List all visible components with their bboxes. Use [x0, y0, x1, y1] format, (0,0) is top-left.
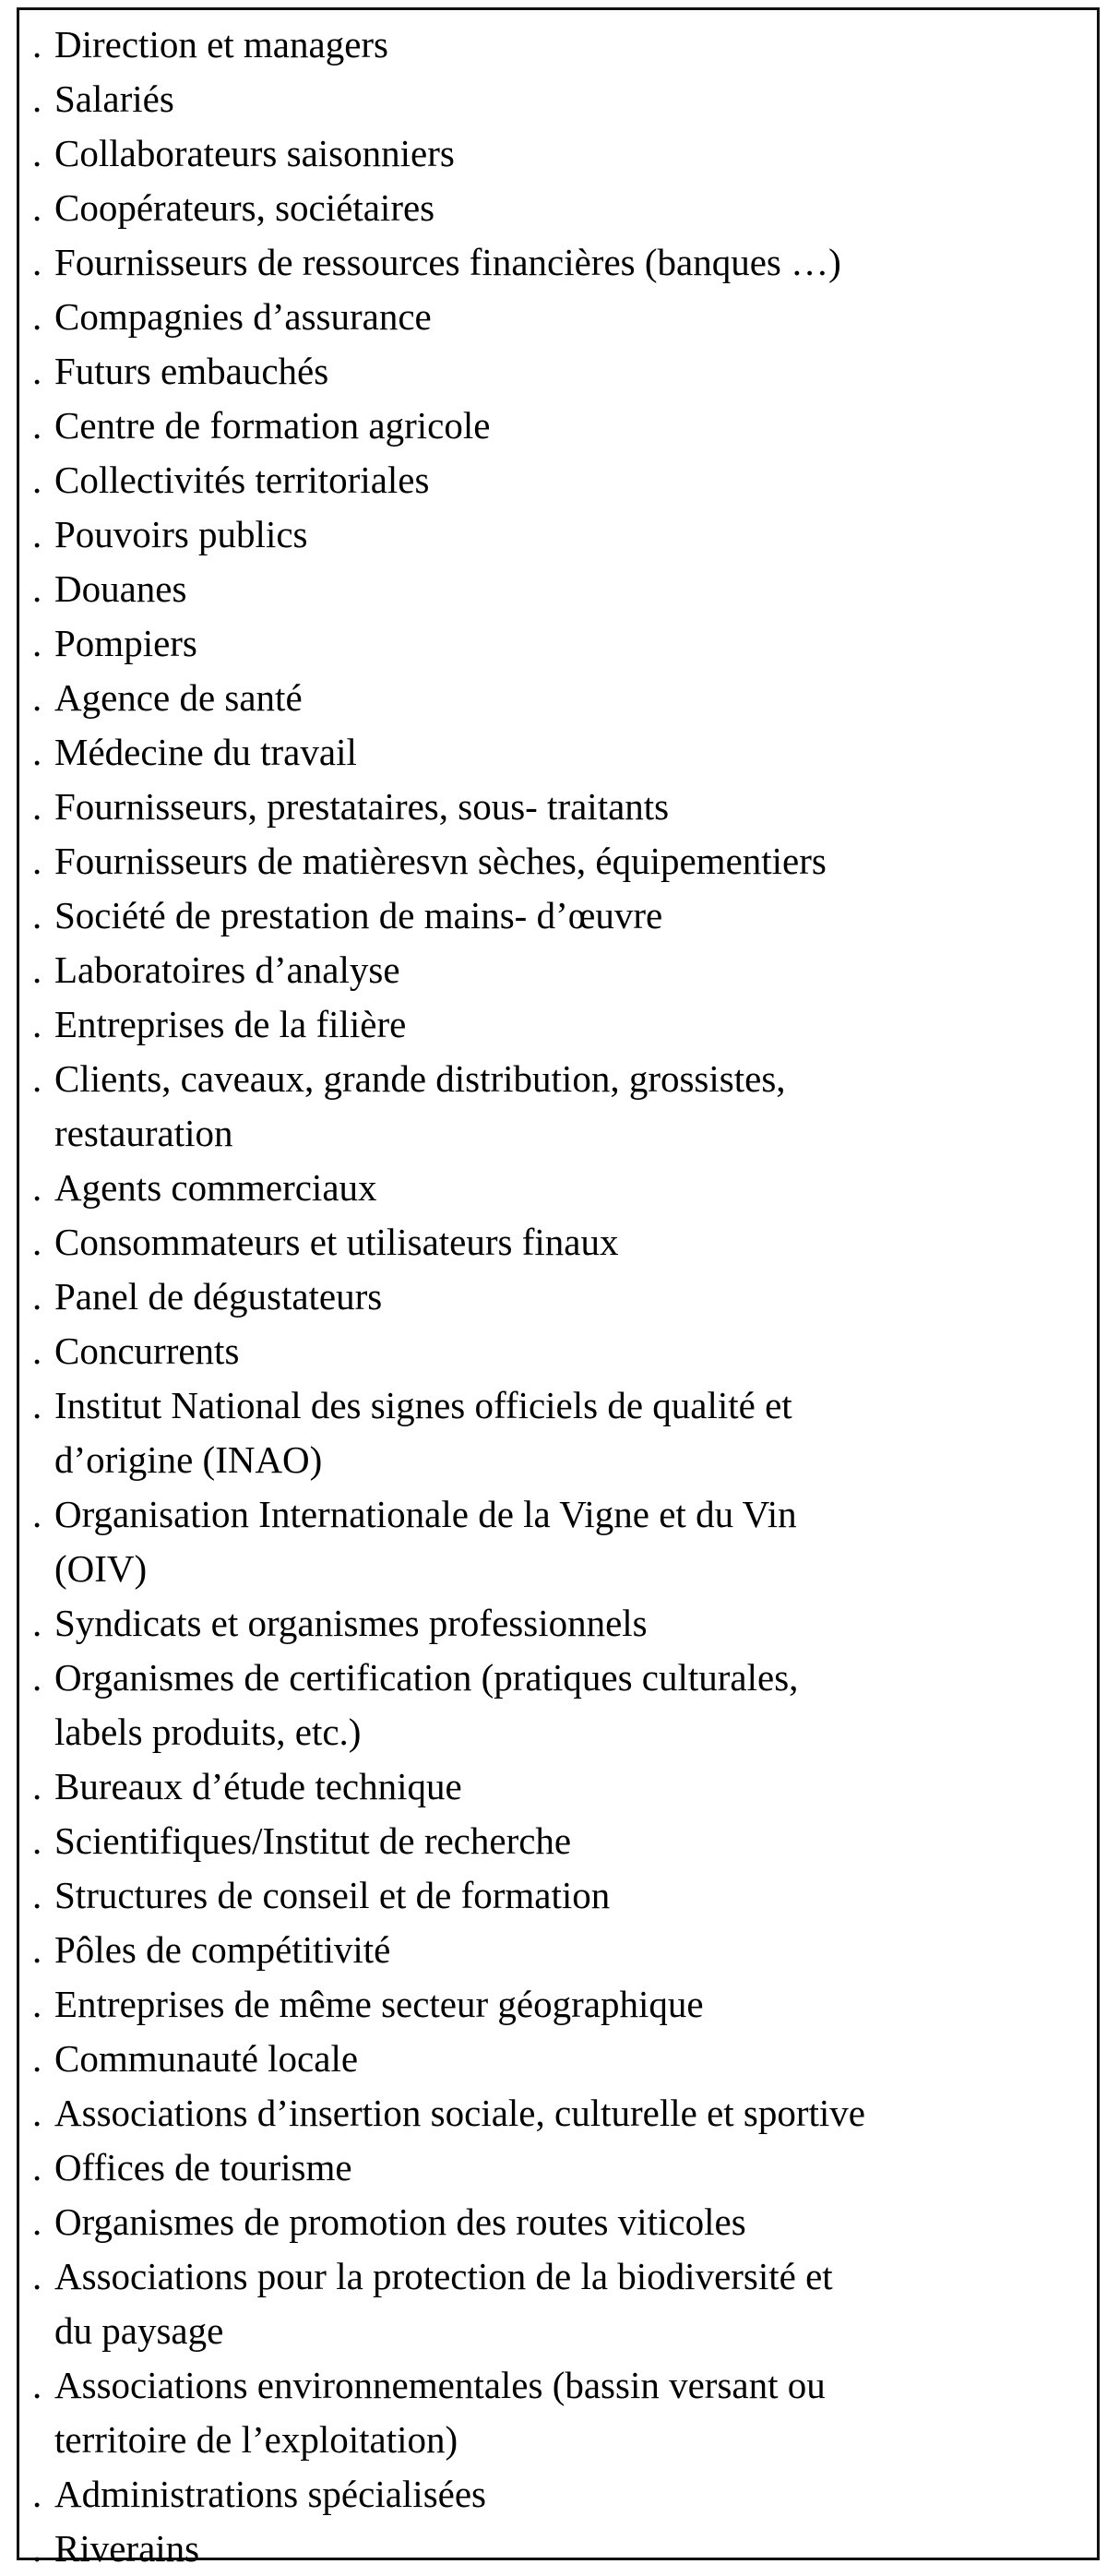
list-bullet: .	[32, 1057, 42, 1100]
list-item-text: Salariés	[54, 78, 174, 120]
list-item-text: Associations environnementales (bassin versant ou	[54, 2364, 826, 2406]
list-item	[32, 2249, 1084, 2304]
list-bullet: .	[32, 840, 42, 882]
list-item-text: Administrations spécialisées	[54, 2473, 486, 2515]
list-item-text: Fournisseurs de matièresvn sèches, équipementiers	[54, 840, 827, 882]
list-item	[32, 235, 1084, 290]
list-bullet: .	[32, 2200, 42, 2243]
list-item	[32, 290, 1084, 344]
list-item	[32, 2195, 1084, 2249]
list-bullet: .	[32, 1602, 42, 1644]
list-bullet: .	[32, 2037, 42, 2080]
list-bullet: .	[32, 622, 42, 664]
list-bullet: .	[32, 23, 42, 66]
list-item-text: Organisation Internationale de la Vigne et du Vin	[54, 1493, 797, 1535]
list-item	[32, 1923, 1084, 1977]
list-item	[32, 888, 1084, 943]
list-item-text: labels produits, etc.)	[54, 1711, 362, 1753]
list-item-text: Associations d’insertion sociale, culturelle et sportive	[54, 2092, 865, 2134]
list-bullet: .	[32, 2092, 42, 2134]
list-bullet	[32, 1705, 54, 1759]
list-bullet	[32, 1433, 54, 1487]
list-item-text: Entreprises de la filière	[54, 1003, 407, 1045]
list-item-continuation	[32, 1106, 1084, 1161]
list-item	[32, 943, 1084, 997]
list-item	[32, 1215, 1084, 1270]
list-bullet: .	[32, 1819, 42, 1862]
list-item-text: Clients, caveaux, grande distribution, grossistes,	[54, 1057, 786, 1100]
list-item-text: Organismes de promotion des routes viticoles	[54, 2200, 746, 2243]
list-item	[32, 507, 1084, 562]
list-item	[32, 1378, 1084, 1433]
list-item-text: Centre de formation agricole	[54, 404, 491, 447]
list-item-text: territoire de l’exploitation)	[54, 2418, 458, 2461]
list-item-text: Structures de conseil et de formation	[54, 1874, 611, 1916]
list-item	[32, 1324, 1084, 1378]
list-item-text: (OIV)	[54, 1547, 148, 1590]
list-item	[32, 2358, 1084, 2413]
list-item	[32, 1487, 1084, 1542]
list-item	[32, 2467, 1084, 2522]
list-item-text: Riverains	[54, 2527, 200, 2570]
list-item-text: restauration	[54, 1112, 233, 1154]
list-item	[32, 780, 1084, 834]
list-item	[32, 1977, 1084, 2032]
list-bullet	[32, 1106, 54, 1161]
list-item	[32, 725, 1084, 780]
list-item-text: Offices de tourisme	[54, 2146, 352, 2188]
list-bullet: .	[32, 2255, 42, 2297]
list-item-text: Entreprises de même secteur géographique	[54, 1983, 704, 2025]
list-bullet: .	[32, 1656, 42, 1699]
list-item-text: Futurs embauchés	[54, 350, 329, 392]
list-bullet	[32, 2304, 54, 2358]
list-bullet	[32, 1542, 54, 1596]
list-bullet: .	[32, 1003, 42, 1045]
list-bullet: .	[32, 186, 42, 229]
stakeholder-list	[17, 7, 1100, 2570]
list-bullet: .	[32, 1983, 42, 2025]
list-item-text: Scientifiques/Institut de recherche	[54, 1819, 572, 1862]
list-item-text: Agence de santé	[54, 676, 303, 719]
list-bullet: .	[32, 2364, 42, 2406]
list-bullet: .	[32, 785, 42, 828]
list-item-text: Coopérateurs, sociétaires	[54, 186, 435, 229]
list-item-text: Direction et managers	[54, 23, 389, 66]
list-item	[32, 181, 1084, 235]
list-bullet: .	[32, 404, 42, 447]
list-item	[32, 1161, 1084, 1215]
list-bullet: .	[32, 948, 42, 991]
list-item-text: Associations pour la protection de la biodiversité et	[54, 2255, 833, 2297]
list-bullet: .	[32, 459, 42, 501]
list-bullet: .	[32, 295, 42, 338]
list-item-continuation	[32, 2304, 1084, 2358]
list-item-text: Panel de dégustateurs	[54, 1275, 383, 1318]
list-bullet: .	[32, 1874, 42, 1916]
list-bullet: .	[32, 1928, 42, 1971]
list-item-continuation	[32, 1705, 1084, 1759]
list-bullet: .	[32, 1765, 42, 1807]
list-item	[32, 453, 1084, 507]
list-item-text: Communauté locale	[54, 2037, 359, 2080]
list-item	[32, 344, 1084, 399]
list-item-text: Organismes de certification (pratiques culturales,	[54, 1656, 799, 1699]
list-bullet: .	[32, 731, 42, 773]
list-item	[32, 1814, 1084, 1868]
list-item-text: Pouvoirs publics	[54, 513, 308, 555]
list-item	[32, 2522, 1084, 2576]
list-bullet	[32, 2413, 54, 2467]
list-item-text: d’origine (INAO)	[54, 1438, 323, 1481]
list-item	[32, 562, 1084, 616]
list-item-text: du paysage	[54, 2309, 224, 2352]
list-item-text: Fournisseurs, prestataires, sous- traitants	[54, 785, 670, 828]
list-item	[32, 616, 1084, 671]
list-item-text: Consommateurs et utilisateurs finaux	[54, 1221, 619, 1263]
list-item-continuation	[32, 1542, 1084, 1596]
list-item	[32, 126, 1084, 181]
list-item	[32, 2086, 1084, 2141]
list-item	[32, 72, 1084, 126]
list-bullet: .	[32, 132, 42, 174]
list-bullet: .	[32, 567, 42, 610]
list-item	[32, 1052, 1084, 1106]
list-item-text: Institut National des signes officiels de qualité et	[54, 1384, 792, 1426]
list-item-text: Collectivités territoriales	[54, 459, 430, 501]
list-item	[32, 1759, 1084, 1814]
list-bullet: .	[32, 350, 42, 392]
list-item	[32, 1651, 1084, 1705]
list-item-text: Médecine du travail	[54, 731, 357, 773]
list-item	[32, 834, 1084, 888]
list-item	[32, 997, 1084, 1052]
list-item	[32, 1868, 1084, 1923]
list-item	[32, 399, 1084, 453]
list-item-text: Concurrents	[54, 1330, 240, 1372]
list-item-text: Syndicats et organismes professionnels	[54, 1602, 648, 1644]
list-item	[32, 671, 1084, 725]
list-bullet: .	[32, 2527, 42, 2570]
list-item	[32, 1270, 1084, 1324]
list-item-text: Laboratoires d’analyse	[54, 948, 400, 991]
list-bullet: .	[32, 894, 42, 936]
list-bullet: .	[32, 513, 42, 555]
list-item-text: Société de prestation de mains- d’œuvre	[54, 894, 663, 936]
list-item-text: Compagnies d’assurance	[54, 295, 432, 338]
list-bullet: .	[32, 1493, 42, 1535]
list-bullet: .	[32, 1275, 42, 1318]
list-item	[32, 18, 1084, 72]
list-item	[32, 1596, 1084, 1651]
list-item-text: Bureaux d’étude technique	[54, 1765, 462, 1807]
list-item-continuation	[32, 2413, 1084, 2467]
list-item	[32, 2141, 1084, 2195]
list-item-text: Collaborateurs saisonniers	[54, 132, 455, 174]
list-bullet: .	[32, 2473, 42, 2515]
list-bullet: .	[32, 241, 42, 283]
list-item-text: Douanes	[54, 567, 187, 610]
list-bullet: .	[32, 1221, 42, 1263]
list-item-text: Agents commerciaux	[54, 1166, 377, 1209]
list-bullet: .	[32, 676, 42, 719]
list-bullet: .	[32, 78, 42, 120]
list-item-text: Fournisseurs de ressources financières (banques …)	[54, 241, 841, 283]
list-item	[32, 2032, 1084, 2086]
list-bullet: .	[32, 1330, 42, 1372]
list-bullet: .	[32, 1166, 42, 1209]
list-item-text: Pompiers	[54, 622, 197, 664]
list-bullet: .	[32, 1384, 42, 1426]
list-bullet: .	[32, 2146, 42, 2188]
list-item-text: Pôles de compétitivité	[54, 1928, 391, 1971]
list-item-continuation	[32, 1433, 1084, 1487]
